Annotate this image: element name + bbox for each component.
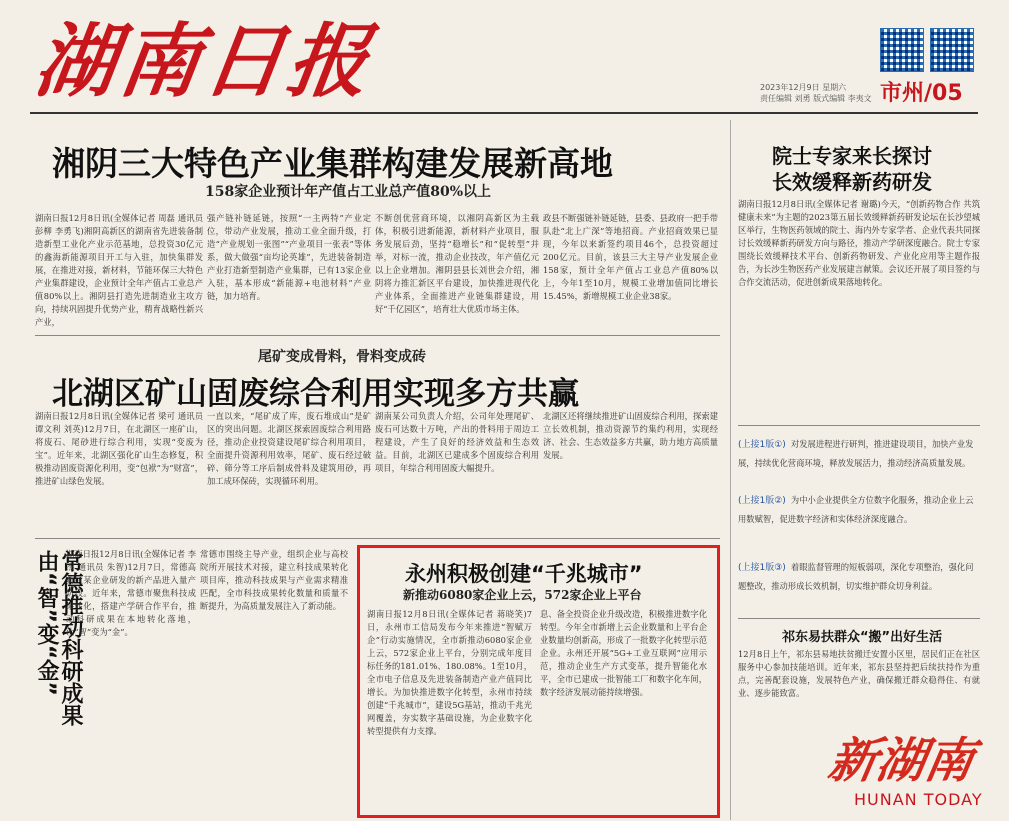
right-body: 湖南日报12月8日讯(全媒体记者 谢璐)今天，“创新药物合作 共筑健康未来”为主题的2023第五届长效缓释新药研发论坛在长沙望城区举行，生物医药领域的院士、海内外专家学者、企业代表共同探讨长效缓释新药研发方向与路径，推动产学研深度融合。院士专家围绕长效缓释技术平台、创新药物研发、产业化应用等主题作报告，为长沙生物医药产业发展建言献策。会议还开展了项目签约与合作交流活动，促进创新成果落地转化。 [738,199,980,287]
watermark-subtitle: HUNAN TODAY [854,790,983,809]
section-rule [35,538,720,539]
brief-label: (上接1版③) [738,563,786,573]
section-rule [35,335,720,336]
watermark-logo: 新湖南 [824,733,979,789]
boxed-headline: 永州积极创建“千兆城市” [405,562,643,586]
second-headline: 北湖区矿山固废综合利用实现多方共赢 [52,376,579,412]
qr-code-icon [880,28,924,72]
brief-text: 为中小企业提供全方位数字化服务，推动企业上云用数赋智，促进数字经济和实体经济深度融合。 [738,495,974,524]
masthead-logo: 湖南日报 [29,14,379,108]
brief-item [738,432,980,470]
second-column: 湖南日报12月8日讯(全媒体记者 梁可 通讯员 谭文利 刘英)12月7日，在北湖区一座矿山，将废石、尾砂进行综合利用，实现“变废为宝”。近年来，北湖区强化矿山生态修复，积极推动固废资源化利用，变“包袱”为“财富”，推进矿山绿色发展。 [35,411,203,486]
right-headline-line1: 院士专家来长探讨 [772,144,932,168]
brief-text: 对发展进程进行研判，推进建设项目，加快产业发展，持续优化营商环境，释放发展活力，推动经济高质量发展。 [738,439,974,468]
brief-item [738,488,980,526]
lead-column: 强产链补链延链，按照“一主两特”产业定位，带动产业发展，推动工业全面升级，打造“产业规划一张图”“产业项目一张表”等体系，做大做强“亩均论英雄”，先进装备制造产业打造新型制造产业集群，已有13家企业入驻，基本形成“新能源+电池材料”产业链，加力培育。 [207,213,371,301]
brief-text: 着眼监督管理的短板弱项，深化专项整治，强化问题整改，推动形成长效机制，切实维护群众切身利益。 [738,562,974,591]
brief-label: (上接1版②) [738,496,786,506]
lead-headline: 湘阴三大特色产业集群构建发展新高地 [52,144,613,183]
section-name [880,76,963,107]
second-column: 一直以来，“尾矿成了库，废石堆成山”是矿区的突出问题。北湖区探索固废综合利用路径，推动企业投资建设尾矿综合利用项目，全面提升资源利用效率，尾矿、废石经过破碎、筛分等工序后制成骨料及建筑用砂，再加工成环保砖，实现循环利用。 [207,411,371,486]
page-number: /05 [924,81,963,106]
section-rule [738,618,980,619]
brief-item [738,555,980,593]
lead-subheadline: 158家企业预计年产值占工业总产值80%以上 [205,184,492,200]
second-column: 湖南某公司负责人介绍，公司年处理尾矿、废石可达数十万吨，产出的骨料用于周边工程建设，产生了良好的经济效益和生态效益。目前，北湖区已建成多个固废综合利用项目，年综合利用固废大幅提升。 [375,411,539,473]
lead-column: 湖南日报12月8日讯(全媒体记者 周磊 通讯员 彭柳 李勇飞)湘阴高新区的湖南省先进装备制造新型工业化产业示范基地，总投资30亿元的鑫海新能源项目开工与入驻，加快集群发展，在推进对接，新材料，节能环保三大特色产业集群建设，企业预计全年产值占工业总产值80%以上。湘阴县打造先进制造业主攻方向，持续巩固提升优势产业，精育战略性新兴产业， [35,213,203,327]
masthead-rule [30,112,978,114]
second-column: 北湖区还将继续推进矿山固废综合利用，探索建立长效机制，推动资源节约集约利用，实现经济、社会、生态效益多方共赢，助力地方高质量发展。 [543,411,718,460]
right-story-headline: 祁东易扶群众“搬”出好生活 [782,630,943,645]
boxed-subheadline: 新推动6080家企业上云，572家企业上平台 [403,588,642,602]
date-line: 2023年12月9日 星期六 [760,83,847,92]
brief-label: (上接1版①) [738,440,786,450]
lead-column: 不断创优营商环境，以湘阴高新区为主载体，积极引进新能源，新材料产业项目，服务发展后劲，坚持“稳增长”和“促转型”并举，对标一流，推动企业技改，年产值亿元以上企业增加。湘阴县县长刘世会介绍，湘阴将力推汇新区平台建设，加快推进现代化产业体系，全面推进产业链集群建设，用好“千亿园区”，培育壮大优质市场主体。 [375,213,539,314]
qr-code-icon [930,28,974,72]
boxed-column: 湖南日报12月8日讯(全媒体记者 蒋晓笑)7日，永州市工信局发布今年来推进“智赋万企”行动实施情况，全市新推动6080家企业上云，572家企业上平台，分别完成年度目标任务的181.01%、180.08%。1至10月，全市电子信息及先进装备制造产业产值同比增长。为加快推进数字化转型，永州市持续创建“千兆城市”，建设5G基站，推动千兆光网覆盖，夯实数字基础设施，为企业数字化转型提供有力支撑。 [367,609,532,736]
right-story-body: 12月8日上午，祁东县易地扶贫搬迁安置小区里，居民们正在社区服务中心参加技能培训。近年来，祁东县坚持把后续扶持作为重点，完善配套设施，发展特色产业，确保搬迁群众稳得住、有就业、逐步能致富。 [738,649,980,698]
section-label: 市州 [880,81,925,106]
changde-vertical-headline: 常德推动科研成果由“智”变“金” [34,550,83,726]
lead-column: 政县不断强链补链延链，县委、县政府一把手带队赴“北上广深”等地招商。产业招商效果已显现，今年以来新签约项目46个，总投资超过200亿元。目前，该县三大主导产业发展企业158家，预计全年产值占工业总产值80%以上，今年1至10月，规模工业增加值同比增长15.45%，新增规模工业企业38家。 [543,213,718,301]
section-rule [738,425,980,426]
column-divider [730,120,731,820]
changde-column: 常德市围绕主导产业，组织企业与高校院所开展技术对接，建立科技成果转化项目库，推动科技成果与产业需求精准匹配，全市科技成果转化数量和质量不断提升，为高质量发展注入了新动能。 [200,549,348,611]
staff-line: 责任编辑 刘勇 版式编辑 李夷文 [760,94,872,103]
second-kicker: 尾矿变成骨料，骨料变成砖 [258,349,426,365]
changde-column: 湖南日报12月8日讯(全媒体记者 李杰 通讯员 朱智)12月7日，常德高新区某企业研发的新产品进入量产阶段。近年来，常德市聚焦科技成果转化，搭建产学研合作平台，推动科研成果在本地转化落地，让“智”变为“金”。 [66,549,196,637]
right-headline-line2: 长效缓释新药研发 [772,170,932,194]
boxed-column: 息、备全投资企业升级改造，积极推进数字化转型。今年全市新增上云企业数量和上平台企业数量均创新高，形成了一批数字化转型示范企业。永州还开展“5G+工业互联网”应用示范，推动企业生产方式变革，提升智能化水平，全市已建成一批智能工厂和数字化车间，数字经济发展动能持续增强。 [540,609,707,697]
